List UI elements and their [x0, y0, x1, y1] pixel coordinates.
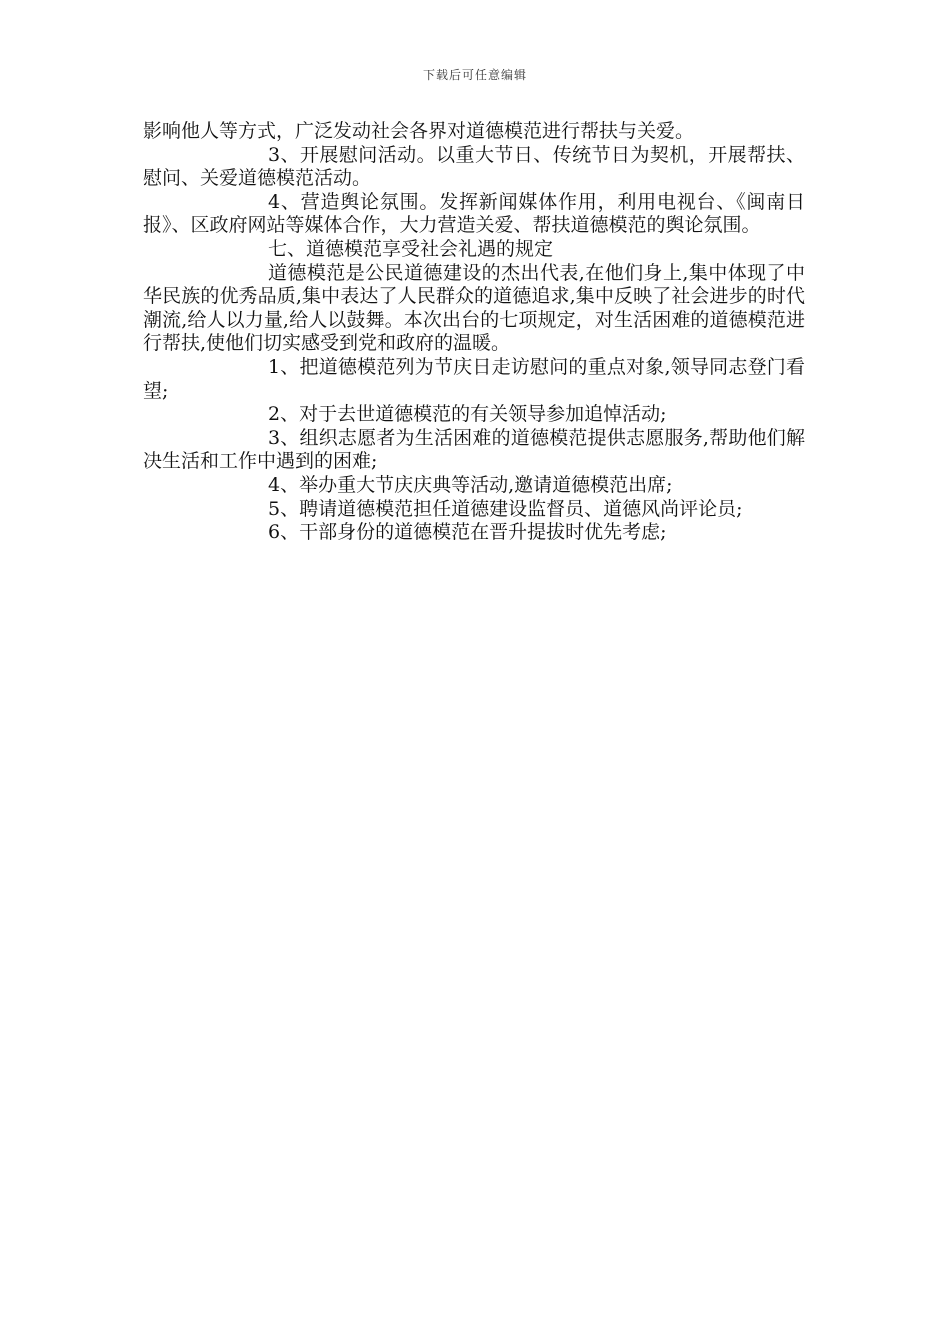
document-body: [143, 120, 805, 545]
rule-item-1: 1、把道德模范列为节庆日走访慰问的重点对象,领导同志登门看望;: [143, 355, 805, 402]
paragraph-item-4: 4、营造舆论氛围。发挥新闻媒体作用，利用电视台、《闽南日报》、区政府网站等媒体合作，大力营造关爱、帮扶道德模范的舆论氛围。: [143, 190, 805, 237]
page-header: 下载后可任意编辑: [422, 68, 527, 82]
rule-item-4: 4、举办重大节庆庆典等活动,邀请道德模范出席;: [268, 473, 673, 496]
rule-item-6: 6、干部身份的道德模范在晋升提拔时优先考虑;: [268, 521, 667, 544]
section-heading: 七、道德模范享受社会礼遇的规定: [268, 237, 554, 260]
paragraph-item-3: 3、开展慰问活动。以重大节日、传统节日为契机，开展帮扶、慰问、关爱道德模范活动。: [143, 143, 805, 190]
rule-item-5: 5、聘请道德模范担任道德建设监督员、道德风尚评论员;: [268, 497, 743, 520]
rule-item-3: 3、组织志愿者为生活困难的道德模范提供志愿服务,帮助他们解决生活和工作中遇到的困难;: [143, 426, 805, 473]
rule-item-2: 2、对于去世道德模范的有关领导参加追悼活动;: [268, 403, 667, 426]
paragraph-continuation: 影响他人等方式，广泛发动社会各界对道德模范进行帮扶与关爱。: [143, 120, 695, 142]
paragraph-intro: 道德模范是公民道德建设的杰出代表,在他们身上,集中体现了中华民族的优秀品质,集中表达了人民群众的道德追求,集中反映了社会进步的时代潮流,给人以力量,给人以鼓舞。本次出台的七项规定，对生活困难的道德模范进行帮扶,使他们切实感受到党和政府的温暖。: [143, 261, 805, 355]
